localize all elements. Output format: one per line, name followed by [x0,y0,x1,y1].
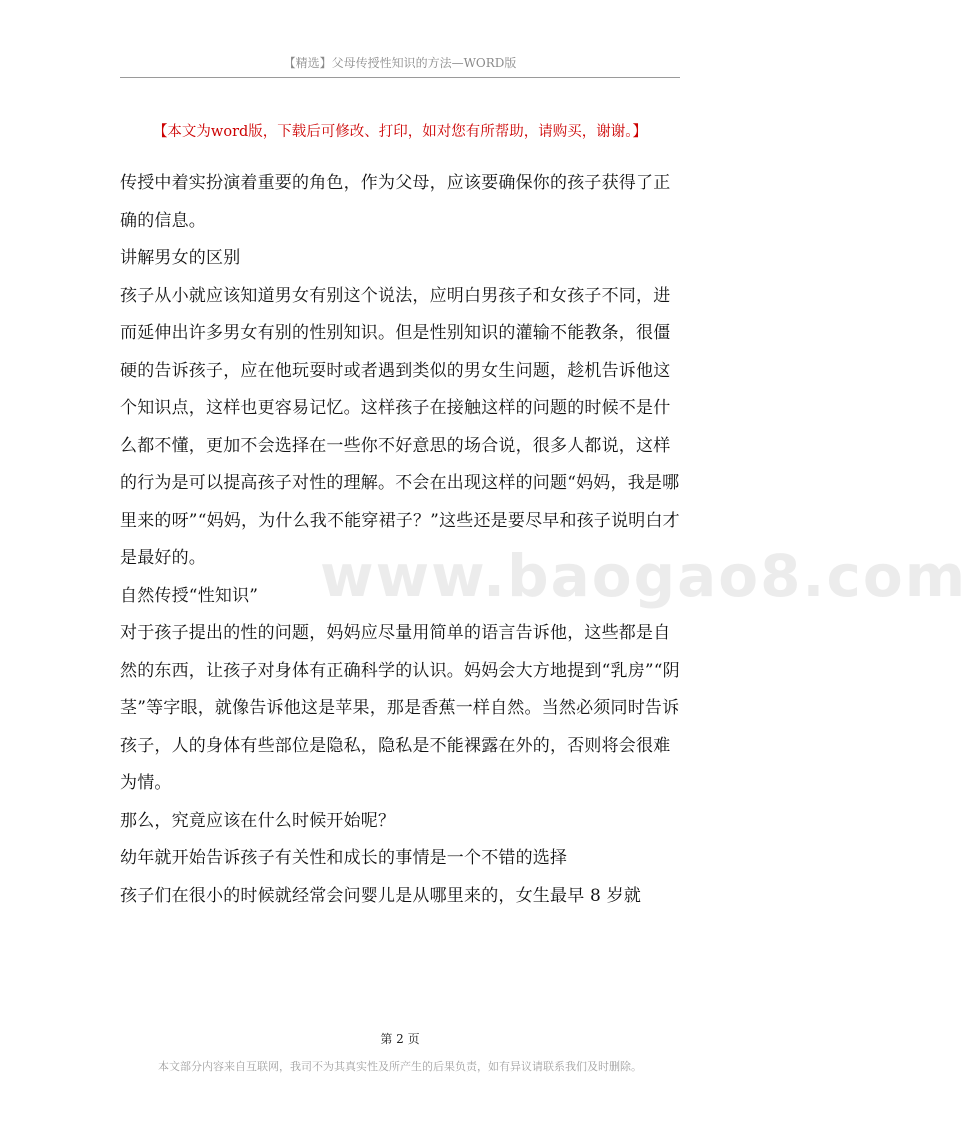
body-paragraph: 对于孩子提出的性的问题，妈妈应尽量用简单的语言告诉他，这些都是自然的东西，让孩子对身体有正确科学的认识。妈妈会大方地提到“乳房”“阴茎”等字眼，就像告诉他这是苹果，那是香蕉一样自然。当然必须同时告诉孩子，人的身体有些部位是隐私，隐私是不能裸露在外的，否则将会很难为情。 [120,623,680,793]
body-paragraph: 幼年就开始告诉孩子有关性和成长的事情是一个不错的选择 [120,848,568,868]
body-paragraph: 孩子从小就应该知道男女有别这个说法，应明白男孩子和女孩子不同，进而延伸出许多男女有别的性别知识。但是性别知识的灌输不能教条，很僵硬的告诉孩子，应在他玩耍时或者遇到类似的男女生问题，趁机告诉他这个知识点，这样也更容易记忆。这样孩子在接触这样的问题的时候不是什么都不懂，更加不会选择在一些你不好意思的场合说，很多人都说，这样的行为是可以提高孩子对性的理解。不会在出现这样的问题“妈妈，我是哪里来的呀”“妈妈，为什么我不能穿裙子？”这些还是要尽早和孩子说明白才是最好的。 [120,285,680,568]
word-version-notice: 【本文为word版，下载后可修改、打印，如对您有所帮助，请购买，谢谢。】 [152,124,648,140]
page-number: 第 2 页 [380,1032,420,1046]
page-header-title: 【精选】父母传授性知识的方法—WORD版 [283,56,517,70]
section-heading: 讲解男女的区别 [120,248,241,268]
site-watermark: www.baogao8.com [320,542,967,610]
body-paragraph: 孩子们在很小的时候就经常会问婴儿是从哪里来的，女生最早 8 岁就 [120,885,642,906]
footer-disclaimer: 本文部分内容来自互联网，我司不为其真实性及所产生的后果负责，如有异议请联系我们及时删除。 [158,1060,642,1073]
section-heading: 自然传授“性知识” [120,585,259,606]
document-body [120,165,682,915]
header-divider [120,77,680,78]
body-paragraph: 那么，究竟应该在什么时候开始呢？ [120,810,396,831]
body-paragraph: 传授中着实扮演着重要的角色，作为父母，应该要确保你的孩子获得了正确的信息。 [120,173,671,231]
